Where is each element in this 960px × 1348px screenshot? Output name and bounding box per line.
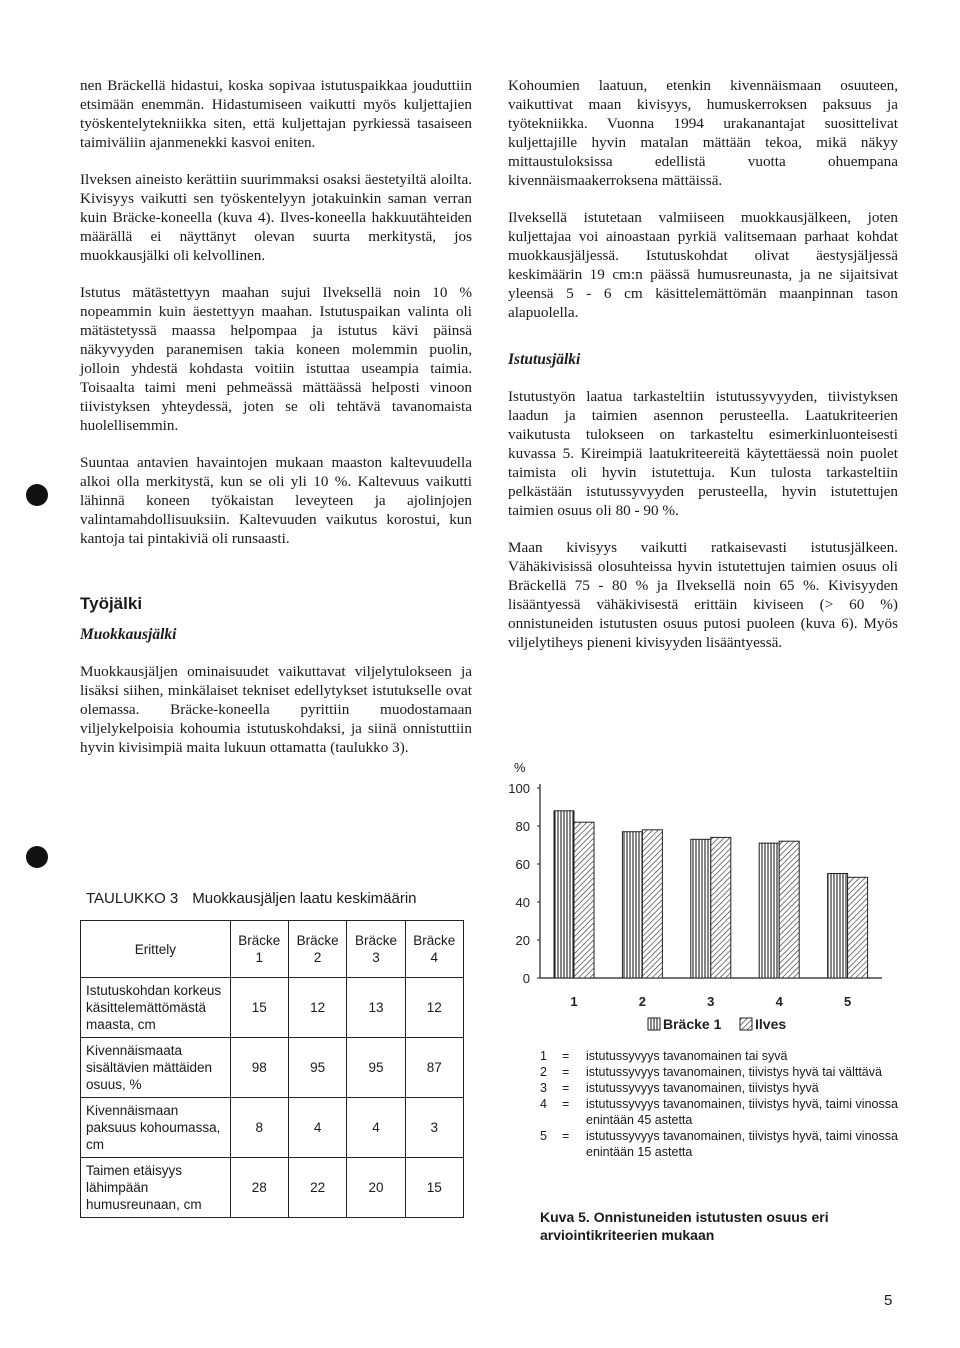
bar-ilves [711,837,731,978]
key-item [540,1048,900,1064]
subsection-heading: Muokkausjälki [80,626,177,643]
table-row [81,1038,464,1098]
table-cell: 22 [288,1158,346,1218]
table-cell: 15 [230,978,288,1038]
table-cell: 4 [288,1098,346,1158]
key-equals: = [562,1065,570,1079]
key-item [540,1064,900,1080]
table-cell: 13 [347,978,405,1038]
paragraph: Suuntaa antavien havaintojen mukaan maaston kaltevuudella alkoi olla merkitystä, kun se oli yli 10 %. Kaltevuus vaikutti lähinnä koneen työkaistan leveyteen ja ajolinjojen valintamahdollisuuksiin. Kaltevuuden vaikutus korostui, kun kantoja tai pintakiviä oli runsaasti. [80,454,472,547]
data-table [80,920,464,1218]
paragraph: Ilveksellä istutetaan valmiiseen muokkausjälkeen, joten kuljettajaa voi ainoastaan pyrkiä valitsemaan parhaat kohdat muokkausjäljessä. Istutuskohdat olivat äestysjäljessä keskimäärin 19 cm:n päässä humusreunasta, ja ne sijaitsivat yleensä 5 - 6 cm käsittelemättömän maanpinnan tason alapuolella. [508,209,898,321]
x-tick-label: 1 [570,994,578,1009]
bar-bracke [622,832,642,978]
paragraph: nen Bräckellä hidastui, koska sopivaa istutuspaikkaa jouduttiin etsimään enemmän. Hidastumiseen vaikutti myös kuljettajien työskentelytekniikka siten, että kuljettajan pyrkiessä tasaiseen taimiväliin ajanmenekki kasvoi eniten. [80,77,472,151]
key-text: istutussyvyys tavanomainen, tiivistys hyvä [586,1081,819,1095]
table-cell: 12 [288,978,346,1038]
table-caption-title: Muokkausjäljen laatu keskimäärin [192,890,417,907]
key-item [540,1096,900,1128]
key-number: 2 [540,1065,547,1079]
legend-swatch-ilves [740,1018,752,1030]
table-cell: 28 [230,1158,288,1218]
table-row [81,1158,464,1218]
table-cell: 87 [405,1038,463,1098]
x-tick-label: 4 [775,994,783,1009]
bar-bracke [759,843,779,978]
punch-hole-top [26,484,48,506]
key-equals: = [562,1097,570,1111]
y-tick-label: 40 [515,895,530,910]
y-tick-label: 0 [522,971,530,986]
figure-caption: Kuva 5. Onnistuneiden istutusten osuus eri arviointikriteerien mukaan [540,1209,829,1243]
table-header-cell: Bräcke 4 [405,921,463,978]
table-cell-label: Kivennäismaan paksuus kohoumassa, cm [81,1098,231,1158]
y-tick-label: 100 [508,781,530,796]
key-text: istutussyvyys tavanomainen, tiivistys hyvä tai välttävä [586,1065,882,1079]
key-equals: = [562,1081,570,1095]
legend-label-ilves: Ilves [755,1016,787,1032]
bar-bracke [691,839,711,978]
right-column [508,76,898,670]
y-axis-label: % [514,760,526,775]
table-cell: 20 [347,1158,405,1218]
table-header-row [81,921,464,978]
paragraph: Maan kivisyys vaikutti ratkaisevasti istutusjälkeen. Vähäkivisissä olosuhteissa hyvin istutettujen taimien osuus oli Bräckellä 75 - 80 % ja Ilveksellä noin 65 %. Kivisyyden lisääntyessä vähäkivisestä erittäin kiviseen (> 60 %) onnistuneiden istutusten osuus putosi puoleen (kuva 6). Myös viljelytiheys pieneni kivisyyden lisääntyessä. [508,539,898,651]
table-header-cell: Bräcke 1 [230,921,288,978]
table-cell: 98 [230,1038,288,1098]
paragraph: Kohoumien laatuun, etenkin kivennäismaan osuuteen, vaikuttivat maan kivisyys, humuskerroksen paksuus ja työtekniikka. Vuonna 1994 urakanantajat suosittelivat kuljettajille hyvin matalan mättään tekoa, mikä näkyy mittaustuloksissa edellistä vuotta ohuempana kivennäismaakerroksena mättäissä. [508,77,898,189]
table-cell: 12 [405,978,463,1038]
table-cell: 4 [347,1098,405,1158]
key-text: istutussyvyys tavanomainen tai syvä [586,1049,788,1063]
table-cell-label: Istutuskohdan korkeus käsittelemättömästä maasta, cm [81,978,231,1038]
table-row [81,978,464,1038]
key-number: 4 [540,1097,547,1111]
table-cell-label: Kivennäismaata sisältävien mättäiden osuus, % [81,1038,231,1098]
bar-bracke [828,874,848,979]
key-text: istutussyvyys tavanomainen, tiivistys hyvä, taimi vinossa enintään 45 astetta [586,1097,898,1127]
key-equals: = [562,1049,570,1063]
bar-bracke [554,811,574,978]
bar-ilves [779,841,799,978]
legend-label-bracke: Bräcke 1 [663,1016,722,1032]
section-heading: Työjälki [80,594,143,613]
table-cell: 15 [405,1158,463,1218]
table-caption-label: TAULUKKO 3 [86,890,179,907]
paragraph: Istutustyön laatua tarkasteltiin istutussyvyyden, tiivistyksen laadun ja taimien asennon perusteella. Laatukriteerien vaikutusta tulokseen on tarkasteltu esimerkinluonteisesti kuvassa 5. Kireimpiä laatukriteereitä käytettäessä noin puolet taimista oli hyvin istutettuja. Kun tulosta tarkasteltiin pelkästään istutussyvyyden perusteella, hyvin istutettujen taimien osuus oli 80 - 90 %. [508,388,898,519]
left-column [80,76,472,775]
punch-hole-bottom [26,846,48,868]
y-tick-label: 20 [515,933,530,948]
table-cell-label: Taimen etäisyys lähimpään humusreunaan, cm [81,1158,231,1218]
paragraph: Muokkausjäljen ominaisuudet vaikuttavat viljelytulokseen ja lisäksi siihen, minkälaiset tekniset edellytykset istutukselle ovat olemassa. Bräcke-koneella pyrittiin muodostamaan viljelykelpoisia kohoumia istutuskohdaksi, ja siinä onnistuttiin hyvin kivisimpiä maita lukuun ottamatta (taulukko 3). [80,663,472,756]
page-number: 5 [884,1292,893,1309]
table-cell: 95 [347,1038,405,1098]
bar-ilves [574,822,594,978]
table-header-cell: Bräcke 3 [347,921,405,978]
y-tick-label: 60 [515,857,530,872]
subsection-heading: Istutusjälki [508,351,581,368]
x-tick-label: 2 [638,994,647,1009]
table-header-cell: Bräcke 2 [288,921,346,978]
y-tick-label: 80 [515,819,530,834]
table-cell: 95 [288,1038,346,1098]
key-item [540,1128,900,1160]
table-header-cell: Erittely [81,921,231,978]
paragraph: Ilveksen aineisto kerättiin suurimmaksi osaksi äestetyiltä aloilta. Kivisyys vaikutti sen työskentelyyn jotakuinkin saman verran kuin Bräcke-koneella (kuva 4). Ilves-koneella hakkuutähteiden määrällä ei näyttänyt olevan suurta merkitystä, jos muokkausjälki oli kelvollinen. [80,171,472,264]
bar-chart [500,756,900,1046]
bar-chart-svg [500,756,900,1046]
bar-ilves [642,830,662,978]
table-cell: 3 [405,1098,463,1158]
legend-swatch-bracke [648,1018,660,1030]
key-item [540,1080,900,1096]
table-caption [86,890,417,907]
key-equals: = [562,1129,570,1143]
key-number: 3 [540,1081,547,1095]
criteria-key-list [540,1048,900,1160]
paragraph: Istutus mätästettyyn maahan sujui Ilveksellä noin 10 % nopeammin kuin äestettyyn maahan. Istutuspaikan valinta oli mätästetyssä maassa helpompaa ja istutus kävi päinsä näkyvyyden paranemisen takia koneen molemmin puolin, jolloin yhdestä kohdasta voitiin istuttaa useampia taimia. Toisaalta taimi meni pehmeässä mättäässä helposti vinoon tiivistyksen yhteydessä, joten se oli tehtävä tavanomaista huolellisemmin. [80,284,472,434]
x-tick-label: 5 [843,994,852,1009]
key-text: istutussyvyys tavanomainen, tiivistys hyvä, taimi vinossa enintään 15 astetta [586,1129,898,1159]
key-number: 1 [540,1049,547,1063]
x-tick-label: 3 [707,994,715,1009]
table-cell: 8 [230,1098,288,1158]
bar-ilves [848,877,868,978]
key-number: 5 [540,1129,547,1143]
table-row [81,1098,464,1158]
